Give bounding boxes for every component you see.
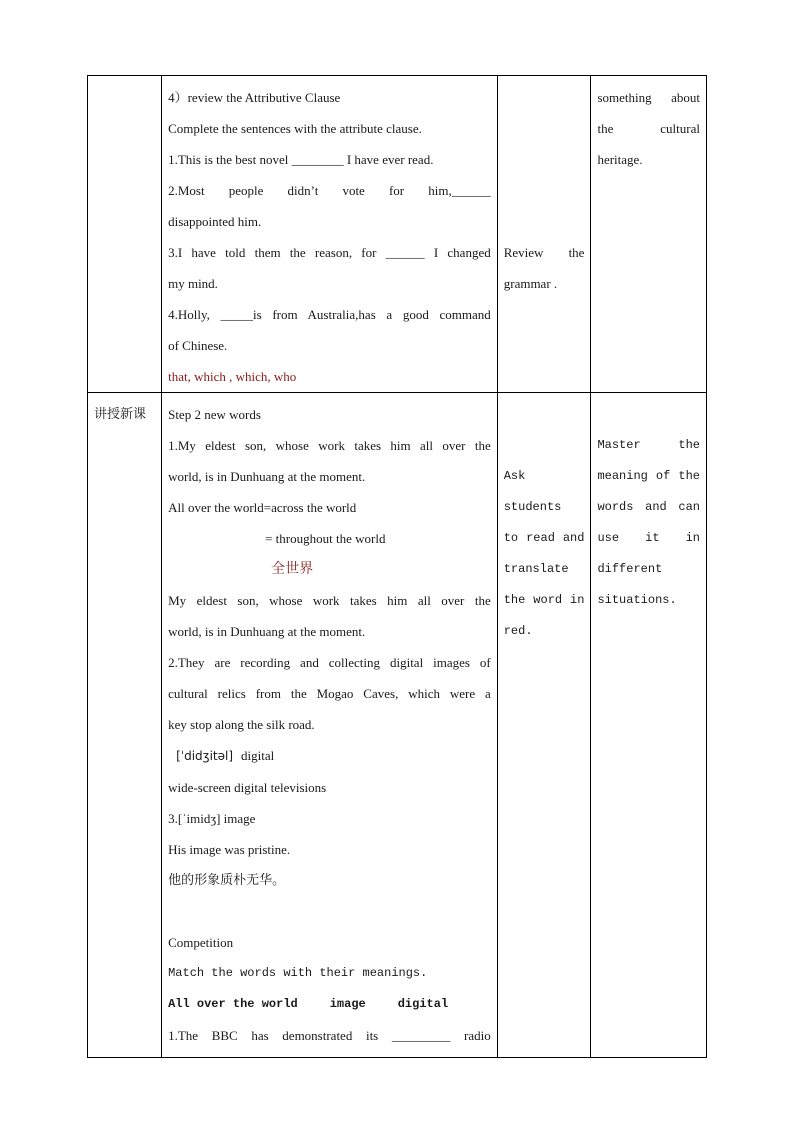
match-word-list (168, 989, 491, 1020)
question-3a: 3.I have told them the reason, for ______ I changed (168, 245, 491, 260)
purpose-cell (591, 393, 707, 1058)
sentence-2b: cultural relics from the Mogao Caves, which were a (168, 686, 491, 701)
stage-label: 讲授新课 (94, 407, 147, 422)
content-cell (162, 393, 498, 1058)
match-word: image (329, 997, 366, 1011)
answers-text: that, which , which, who (168, 369, 297, 384)
example-digital: wide-screen digital televisions (168, 780, 327, 795)
purpose-line: Master the (597, 438, 700, 452)
purpose-line: different (597, 562, 663, 576)
sentence-1b: world, is in Dunhuang at the moment. (168, 469, 366, 484)
question-1: 1.This is the best novel ________ I have ever read. (168, 152, 434, 167)
activity-line: the word in (503, 593, 585, 607)
match-instruction: Match the words with their meanings. (168, 966, 428, 980)
sentence-1a: 1.My eldest son, whose work takes him all over the (168, 438, 491, 453)
word-digital: digital (241, 748, 275, 763)
phonetic-line (168, 740, 491, 772)
instruction-text: Complete the sentences with the attribute clause. (168, 121, 422, 136)
sentence-1d: world, is in Dunhuang at the moment. (168, 624, 366, 639)
lesson-plan-table (87, 75, 707, 1058)
stage-cell (88, 393, 162, 1058)
sentence-2c: key stop along the silk road. (168, 717, 315, 732)
table-row (88, 393, 707, 1058)
purpose-line: heritage. (597, 152, 643, 167)
activity-line: translate (503, 562, 569, 576)
purpose-cell (591, 76, 707, 393)
purpose-line: meaning of the (597, 469, 700, 483)
sentence-2a: 2.They are recording and collecting digital images of (168, 655, 491, 670)
teacher-activity-cell (497, 393, 591, 1058)
review-heading: 4）review the Attributive Clause (168, 90, 341, 105)
chinese-meaning: 全世界 (271, 561, 314, 577)
question-2a: 2.Most people didn’t vote for him,______ (168, 183, 491, 198)
activity-line: to read and (503, 531, 585, 545)
match-word: All over the world (168, 997, 298, 1011)
table-row (88, 76, 707, 393)
question-4b: of Chinese. (168, 338, 228, 353)
competition-heading: Competition (168, 935, 234, 950)
purpose-line: something about (597, 90, 700, 105)
activity-line: grammar . (503, 276, 558, 291)
example-image: His image was pristine. (168, 842, 291, 857)
stage-cell (88, 76, 162, 393)
purpose-line: words and can (597, 500, 700, 514)
purpose-line: use it in (597, 531, 700, 545)
question-2b: disappointed him. (168, 214, 262, 229)
equivalence-1: All over the world=across the world (168, 500, 357, 515)
question-3b: my mind. (168, 276, 218, 291)
match-word: digital (397, 997, 449, 1011)
activity-line: red. (503, 624, 533, 638)
exercise-1: 1.The BBC has demonstrated its _________ radio (168, 1028, 491, 1043)
activity-line: Ask students (503, 469, 562, 514)
step-heading: Step 2 new words (168, 407, 261, 422)
question-4a: 4.Holly, _____is from Australia,has a good command (168, 307, 491, 322)
activity-line: Review the (503, 245, 585, 260)
purpose-line: situations. (597, 593, 677, 607)
sentence-1c: My eldest son, whose work takes him all over the (168, 593, 491, 608)
teacher-activity-cell (497, 76, 591, 393)
phonetic-digital: [ˈdidʒitəl] (176, 749, 234, 763)
example-image-chinese: 他的形象质朴无华。 (168, 873, 286, 888)
content-cell (162, 76, 498, 393)
purpose-line: the cultural (597, 121, 700, 136)
equivalence-2: = throughout the world (265, 531, 386, 546)
word-image-line: 3.[ˈimidʒ] image (168, 811, 256, 826)
